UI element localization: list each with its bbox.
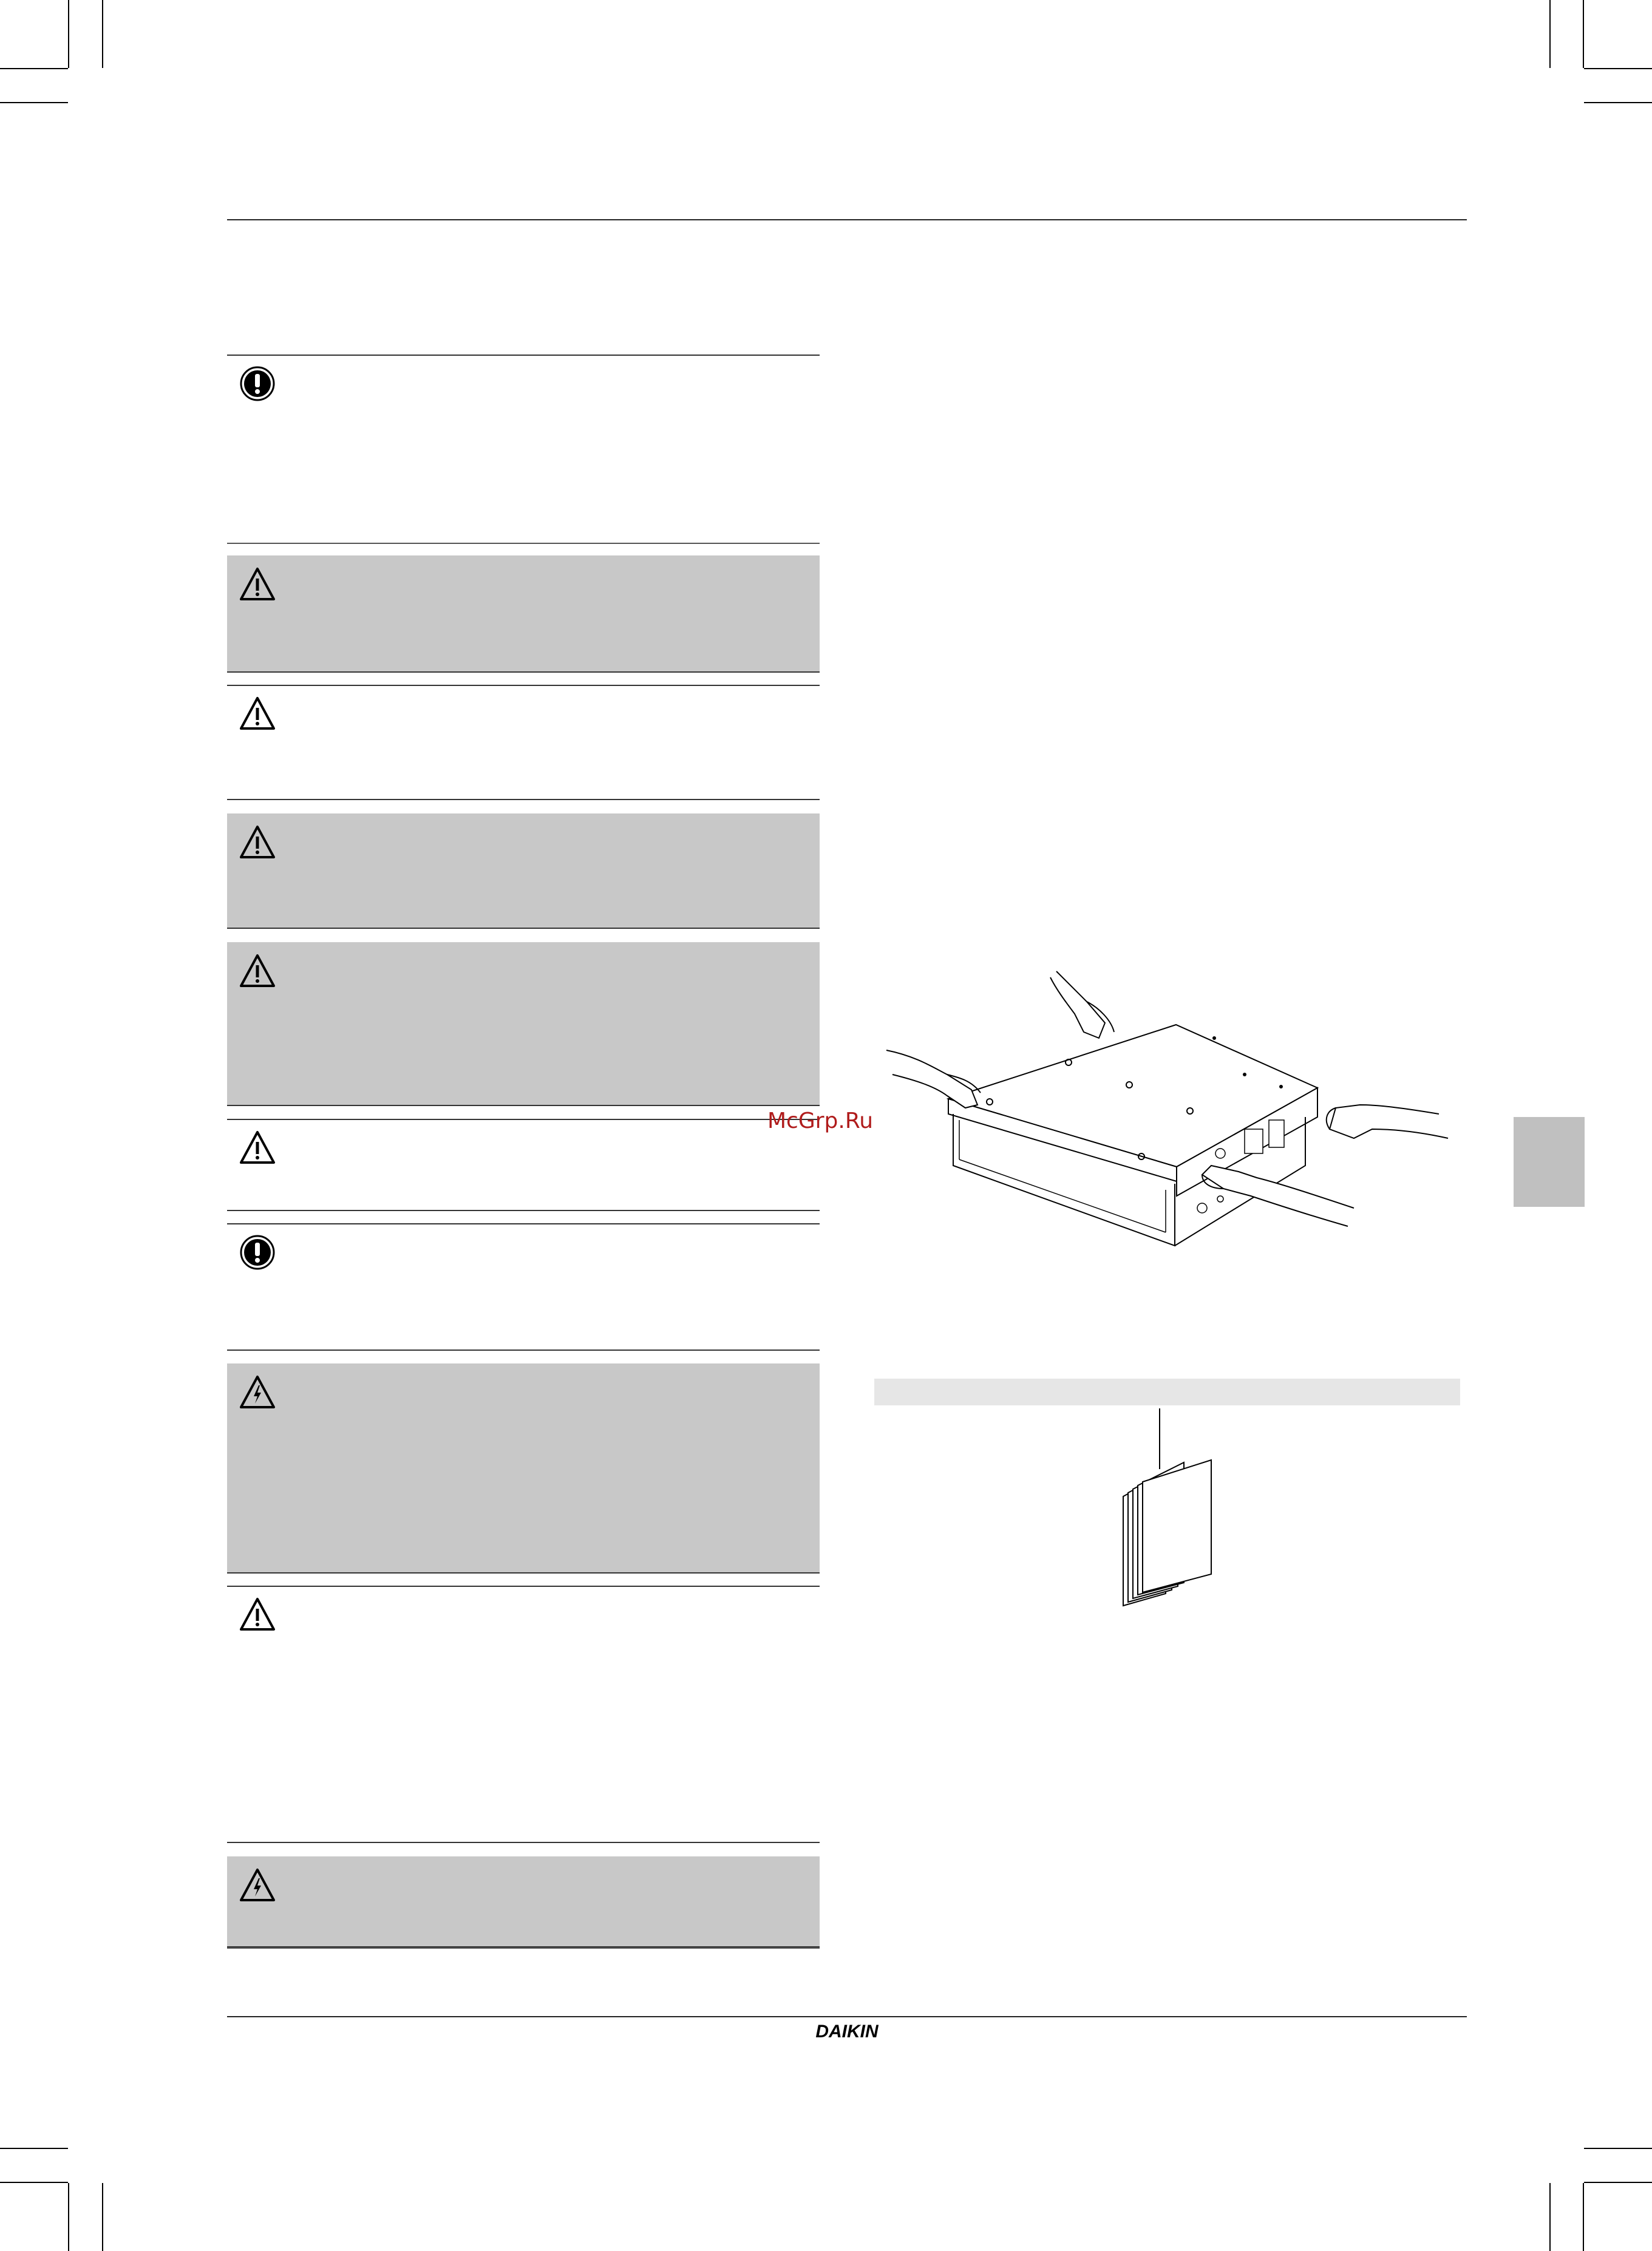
crop-mark bbox=[102, 0, 103, 68]
warning-triangle-icon bbox=[239, 953, 276, 990]
warning-box bbox=[227, 942, 820, 1106]
danger-box bbox=[227, 1856, 820, 1947]
crop-mark bbox=[1549, 0, 1551, 68]
notice-box bbox=[227, 355, 820, 543]
watermark: McGrp.Ru bbox=[767, 1109, 874, 1133]
header-rule bbox=[227, 219, 1467, 220]
warning-box bbox=[227, 813, 820, 929]
crop-mark bbox=[68, 2183, 69, 2251]
exclamation-icon bbox=[239, 1234, 276, 1271]
warning-triangle-icon bbox=[239, 1130, 276, 1166]
divider bbox=[227, 543, 820, 544]
crop-mark bbox=[1549, 2183, 1551, 2251]
warning-triangle-icon bbox=[239, 696, 276, 732]
crop-mark bbox=[1584, 68, 1652, 69]
crop-mark bbox=[102, 2183, 103, 2251]
crop-mark bbox=[0, 2182, 68, 2183]
notice-box bbox=[227, 1223, 820, 1351]
section-tab bbox=[1514, 1117, 1585, 1207]
warning-triangle-icon bbox=[239, 1597, 276, 1633]
warning-box bbox=[227, 555, 820, 673]
crop-mark bbox=[0, 102, 68, 103]
crop-mark bbox=[1584, 2182, 1652, 2183]
caution-box bbox=[227, 1586, 820, 1843]
crop-mark bbox=[1584, 102, 1652, 103]
crop-mark bbox=[0, 2148, 68, 2149]
warning-triangle-icon bbox=[239, 824, 276, 861]
crop-mark bbox=[0, 68, 68, 69]
danger-box bbox=[227, 1363, 820, 1574]
warning-triangle-icon bbox=[239, 566, 276, 603]
divider bbox=[227, 1947, 820, 1949]
exclamation-icon bbox=[239, 365, 276, 402]
footer-rule bbox=[227, 2016, 1467, 2017]
electric-hazard-icon bbox=[239, 1867, 276, 1904]
electric-hazard-icon bbox=[239, 1374, 276, 1411]
caution-box bbox=[227, 1119, 820, 1211]
crop-mark bbox=[1583, 2183, 1584, 2251]
daikin-logo bbox=[801, 2019, 892, 2043]
crop-mark bbox=[1583, 0, 1584, 68]
table-header-bar bbox=[874, 1379, 1460, 1405]
unit-lifting-illustration bbox=[880, 965, 1451, 1257]
crop-mark bbox=[68, 0, 69, 68]
manual-booklet-illustration bbox=[1111, 1405, 1220, 1612]
crop-mark bbox=[1584, 2148, 1652, 2149]
svg-text:DAIKIN: DAIKIN bbox=[815, 2022, 879, 2042]
caution-box bbox=[227, 685, 820, 800]
